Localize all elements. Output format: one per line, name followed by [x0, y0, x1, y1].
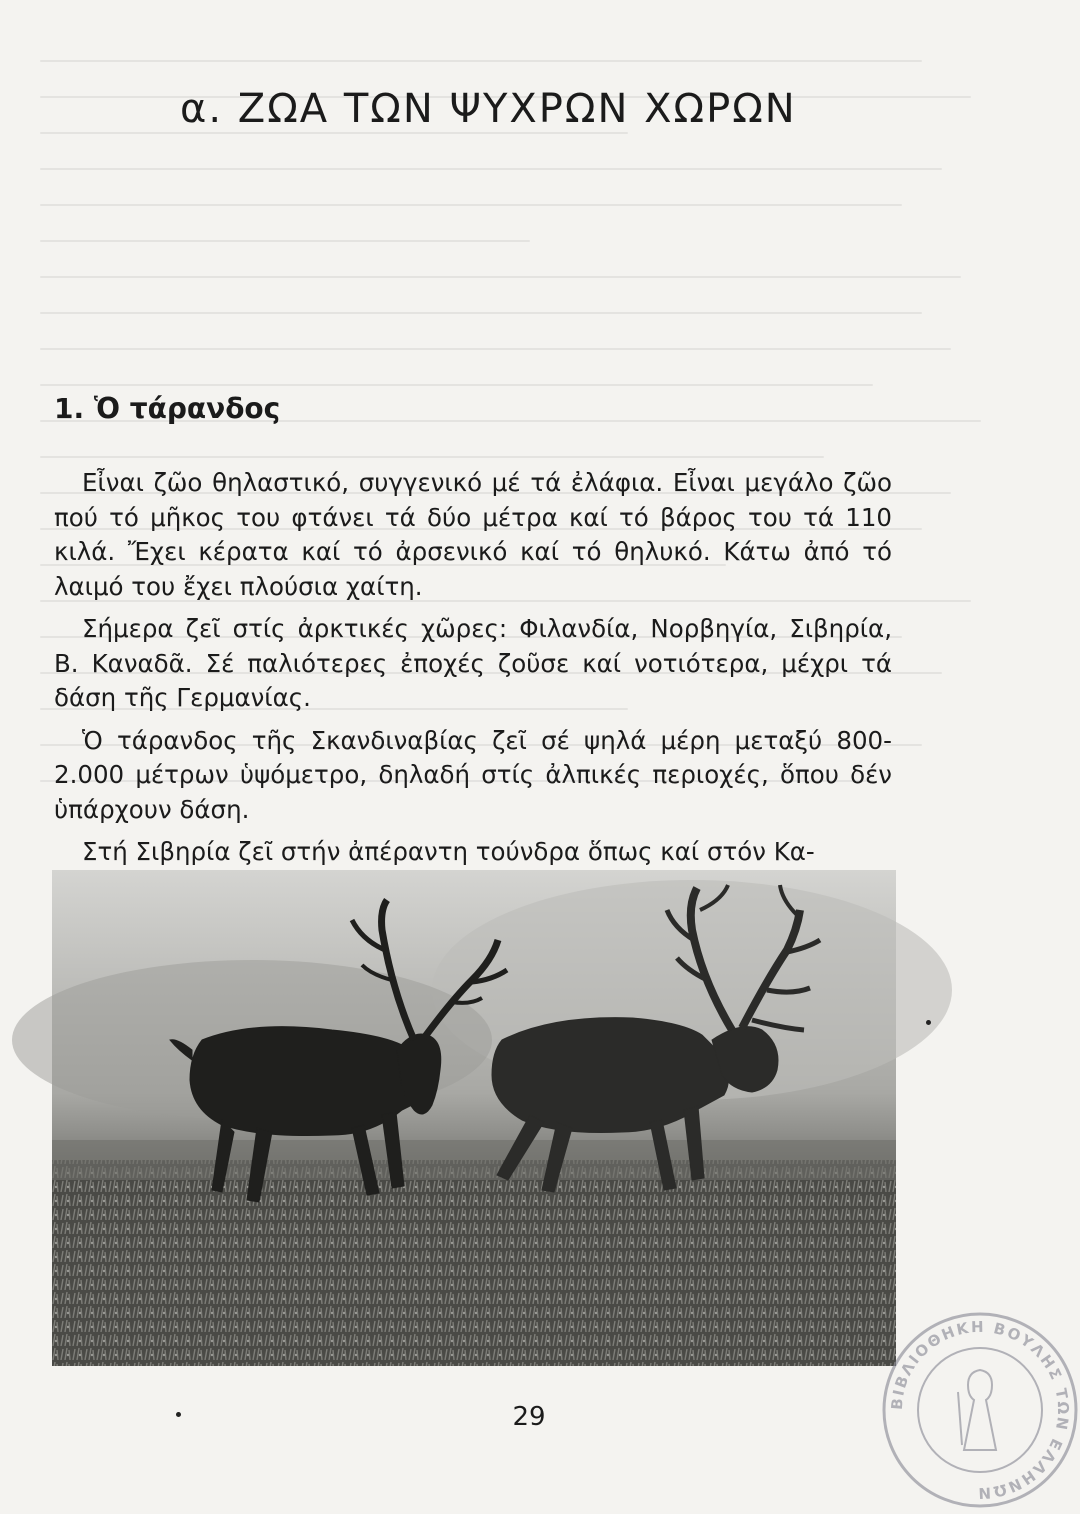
paragraph: Ὁ τάρανδος τῆς Σκανδιναβίας ζεῖ σέ ψηλά μέρη μεταξύ 800-2.000 μέτρων ὑψόμετρο, δηλαδή στίς ἀλπικές περιοχές, ὅπου δέν ὑπάρχουν δάση. — [54, 725, 892, 824]
body-text — [54, 466, 892, 878]
paragraph: Σήμερα ζεῖ στίς ἀρκτικές χῶρες: Φιλανδία, Νορβηγία, Σιβηρία, Β. Καναδᾶ. Σέ παλιότερες ἐποχές ζοῦσε καί νοτιότερα, μέχρι τά δάση τῆς Γερμανίας. — [54, 614, 892, 712]
reindeer-photo — [52, 870, 896, 1366]
library-stamp — [880, 1310, 1080, 1510]
speck — [926, 1020, 931, 1025]
page-number: 29 — [512, 1402, 546, 1432]
svg-text:ΒΙΒΛΙΟΘΗΚΗ ΒΟΥΛΗΣ ΤΩΝ ΕΛΛΗΝΩΝ — [888, 1318, 1072, 1502]
paragraph: Εἶναι ζῶο θηλαστικό, συγγενικό μέ τά ἐλάφια. Εἶναι μεγάλο ζῶο πού τό μῆκος του φτάνει τά δύο μέτρα καί τό βάρος του τά 110 κιλά. Ἔχει κέρατα καί τό ἀρσενικό καί τό θηλυκό. Κάτω ἀπό τό λαιμό του ἔχει πλούσια χαίτη. — [54, 468, 892, 601]
stamp-text: ΒΙΒΛΙΟΘΗΚΗ ΒΟΥΛΗΣ ΤΩΝ ΕΛΛΗΝΩΝ — [887, 1317, 1073, 1503]
section-heading: 1. Ὁ τάρανδος — [54, 392, 281, 425]
speck — [176, 1412, 181, 1417]
paragraph: Στή Σιβηρία ζεῖ στήν ἀπέραντη τούνδρα ὅπως καί στόν Κα- — [82, 837, 815, 866]
chapter-title: α. ΖΩΑ ΤΩΝ ΨΥΧΡΩΝ ΧΩΡΩΝ — [180, 86, 797, 132]
